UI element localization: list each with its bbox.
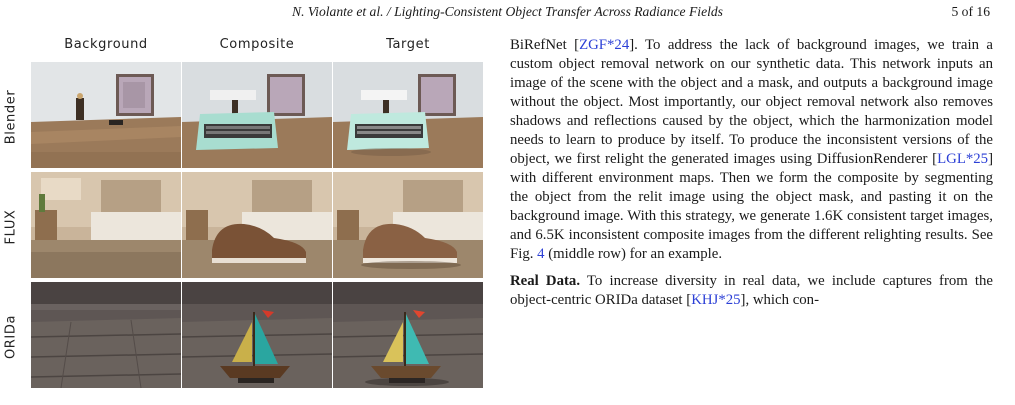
text-run: (middle row) for an example. xyxy=(544,246,723,262)
citation-link[interactable]: KHJ*25 xyxy=(691,292,741,308)
blender-target-image xyxy=(333,62,483,168)
text-run: ] with different environment maps. Then we form the composite by segmenting the object from the relit image using the object mask, and pasting it on the background image. With this strategy, we generate 1.6K consistent target images, and 6.5K inconsistent composite images from the different relighting results. See Fig. xyxy=(510,151,993,262)
paragraph-heading: Real Data. xyxy=(510,273,581,289)
paragraph-real-data xyxy=(510,272,993,310)
blender-composite-image xyxy=(182,62,332,168)
flux-background-image xyxy=(31,172,181,278)
orida-target-image xyxy=(333,282,483,388)
citation-link[interactable]: ZGF*24 xyxy=(579,37,630,53)
row-label-flux: FLUX xyxy=(3,209,19,245)
text-run: To increase diversity in real data, we include captures from the object-centric ORIDa dataset [ xyxy=(510,273,994,308)
orida-composite-image xyxy=(182,282,332,388)
row-label-blender: Blender xyxy=(3,89,19,145)
blender-background-image xyxy=(31,62,181,168)
column-label-target: Target xyxy=(386,37,430,52)
page-header xyxy=(0,4,1015,24)
paragraph-object-removal xyxy=(510,36,993,264)
flux-composite-image xyxy=(182,172,332,278)
flux-target-image xyxy=(333,172,483,278)
citation-link[interactable]: 4 xyxy=(537,246,545,262)
running-head: N. Violante et al. / Lighting-Consistent Object Transfer Across Radiance Fields xyxy=(292,4,723,19)
text-run: BiRefNet [ xyxy=(510,37,580,53)
column-label-background: Background xyxy=(64,37,148,52)
orida-background-image xyxy=(31,282,181,388)
text-run: ], which con- xyxy=(740,292,819,308)
column-label-composite: Composite xyxy=(219,37,295,52)
citation-link[interactable]: LGL*25 xyxy=(937,151,989,167)
page-number: 5 of 16 xyxy=(951,4,990,19)
text-run: ]. To address the lack of background images, we train a custom object removal network on our synthetic data. This network inputs an image of the scene with the object and a mask, and outputs a background image without the object. Most importantly, our object removal network also removes shadows and reflections caused by the object, which the harmonization model needs to learn to produce by itself. To produce the inconsistent versions of the object, we first relight the generated images using DiffusionRenderer [ xyxy=(510,37,993,167)
row-label-orida: ORIDa xyxy=(3,314,19,360)
figure xyxy=(0,34,490,405)
body-text xyxy=(510,36,993,310)
